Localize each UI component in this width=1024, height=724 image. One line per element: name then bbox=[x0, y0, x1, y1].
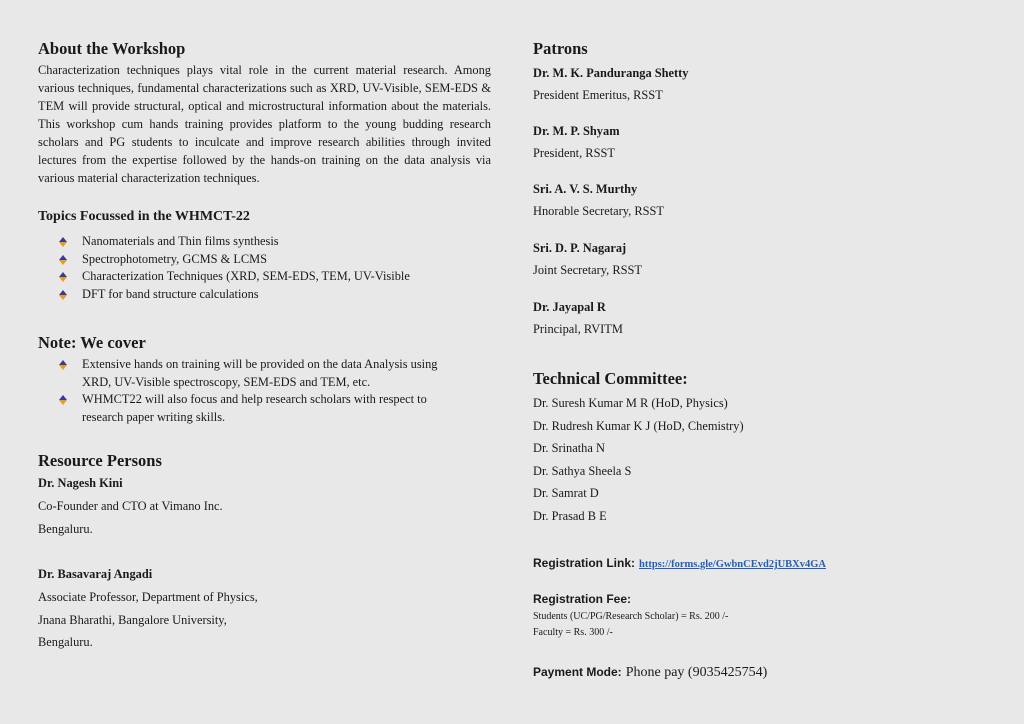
resource-title: Resource Persons bbox=[38, 451, 162, 470]
fee-faculty: Faculty = Rs. 300 /- bbox=[533, 627, 613, 638]
patron-role: Joint Secretary, RSST bbox=[533, 263, 642, 277]
committee-member: Dr. Sathya Sheela S bbox=[533, 463, 632, 478]
patron-item bbox=[533, 241, 642, 278]
patron-item bbox=[533, 182, 664, 219]
registration-fee-label: Registration Fee: bbox=[533, 592, 632, 606]
about-title: About the Workshop bbox=[38, 39, 186, 58]
list-item: Characterization Techniques (XRD, SEM-EDS, TEM, UV-Visible bbox=[58, 268, 498, 286]
payment-mode-label: Payment Mode: bbox=[533, 665, 622, 679]
list-item: Extensive hands on training will be provided on the data Analysis using XRD, UV-Visible spectroscopy, SEM-EDS and TEM, etc. bbox=[58, 356, 468, 391]
payment-mode-value: Phone pay (9035425754) bbox=[625, 665, 768, 680]
patron-role: President Emeritus, RSST bbox=[533, 88, 663, 102]
arrow-bullet-icon bbox=[58, 255, 68, 265]
patron-name: Sri. D. P. Nagaraj bbox=[533, 241, 627, 255]
arrow-bullet-icon bbox=[58, 360, 68, 370]
arrow-bullet-icon bbox=[58, 395, 68, 405]
list-item: DFT for band structure calculations bbox=[58, 286, 498, 304]
person-line: Bengaluru. bbox=[38, 635, 93, 649]
patron-role: Hnorable Secretary, RSST bbox=[533, 204, 664, 218]
committee-member: Dr. Srinatha N bbox=[533, 441, 605, 455]
topics-list bbox=[38, 233, 498, 303]
arrow-bullet-icon bbox=[58, 237, 68, 247]
person-line: Associate Professor, Department of Physics, bbox=[38, 590, 258, 604]
patron-name: Dr. M. P. Shyam bbox=[533, 124, 620, 138]
registration-link-label: Registration Link: bbox=[533, 556, 636, 570]
patron-name: Sri. A. V. S. Murthy bbox=[533, 182, 638, 196]
patron-item bbox=[533, 124, 620, 161]
patrons-title: Patrons bbox=[533, 39, 588, 58]
committee-member: Dr. Prasad B E bbox=[533, 508, 607, 523]
resource-person bbox=[38, 567, 258, 654]
note-list bbox=[38, 356, 468, 426]
list-item: Nanomaterials and Thin films synthesis bbox=[58, 233, 498, 251]
resource-person bbox=[38, 476, 223, 540]
person-line: Bengaluru. bbox=[38, 521, 93, 536]
patron-role: President, RSST bbox=[533, 146, 615, 160]
committee-member: Dr. Rudresh Kumar K J (HoD, Chemistry) bbox=[533, 418, 744, 433]
person-line: Jnana Bharathi, Bangalore University, bbox=[38, 612, 227, 627]
committee-member: Dr. Samrat D bbox=[533, 486, 599, 500]
patron-item bbox=[533, 66, 688, 103]
person-name: Dr. Basavaraj Angadi bbox=[38, 567, 153, 581]
topics-title: Topics Focussed in the WHMCT-22 bbox=[38, 209, 250, 224]
about-text: Characterization techniques plays vital role in the current material research. Among various techniques, fundamental characterizations such as XRD, UV-Visible, SEM-EDS & TEM will provide structural, optical and microstructural information about the materials. This workshop cum hands training provides platform to the young budding research scholars and PG students to inculcate and improve research abilities through invited lectures from the expertise followed by the hands-on training on the data analysis via various material characterization techniques. bbox=[38, 63, 491, 185]
committee-title: Technical Committee: bbox=[533, 369, 688, 388]
list-item: Spectrophotometry, GCMS & LCMS bbox=[58, 251, 498, 269]
patron-role: Principal, RVITM bbox=[533, 322, 623, 336]
patron-name: Dr. Jayapal R bbox=[533, 300, 606, 314]
registration-fee bbox=[533, 592, 728, 641]
payment-mode-row bbox=[533, 663, 767, 681]
person-name: Dr. Nagesh Kini bbox=[38, 476, 123, 490]
committee-member: Dr. Suresh Kumar M R (HoD, Physics) bbox=[533, 396, 728, 410]
registration-link[interactable]: https://forms.gle/GwbnCEvd2jUBXv4GA bbox=[639, 559, 826, 570]
list-item: WHMCT22 will also focus and help research scholars with respect to research paper writing skills. bbox=[58, 391, 468, 426]
arrow-bullet-icon bbox=[58, 272, 68, 282]
patron-name: Dr. M. K. Panduranga Shetty bbox=[533, 66, 689, 80]
committee-list bbox=[533, 392, 744, 527]
registration-link-row bbox=[533, 554, 826, 572]
note-title: Note: We cover bbox=[38, 333, 146, 352]
fee-students: Students (UC/PG/Research Scholar) = Rs. 200 /- bbox=[533, 611, 729, 622]
person-line: Co-Founder and CTO at Vimano Inc. bbox=[38, 499, 223, 513]
arrow-bullet-icon bbox=[58, 290, 68, 300]
patron-item bbox=[533, 300, 623, 337]
